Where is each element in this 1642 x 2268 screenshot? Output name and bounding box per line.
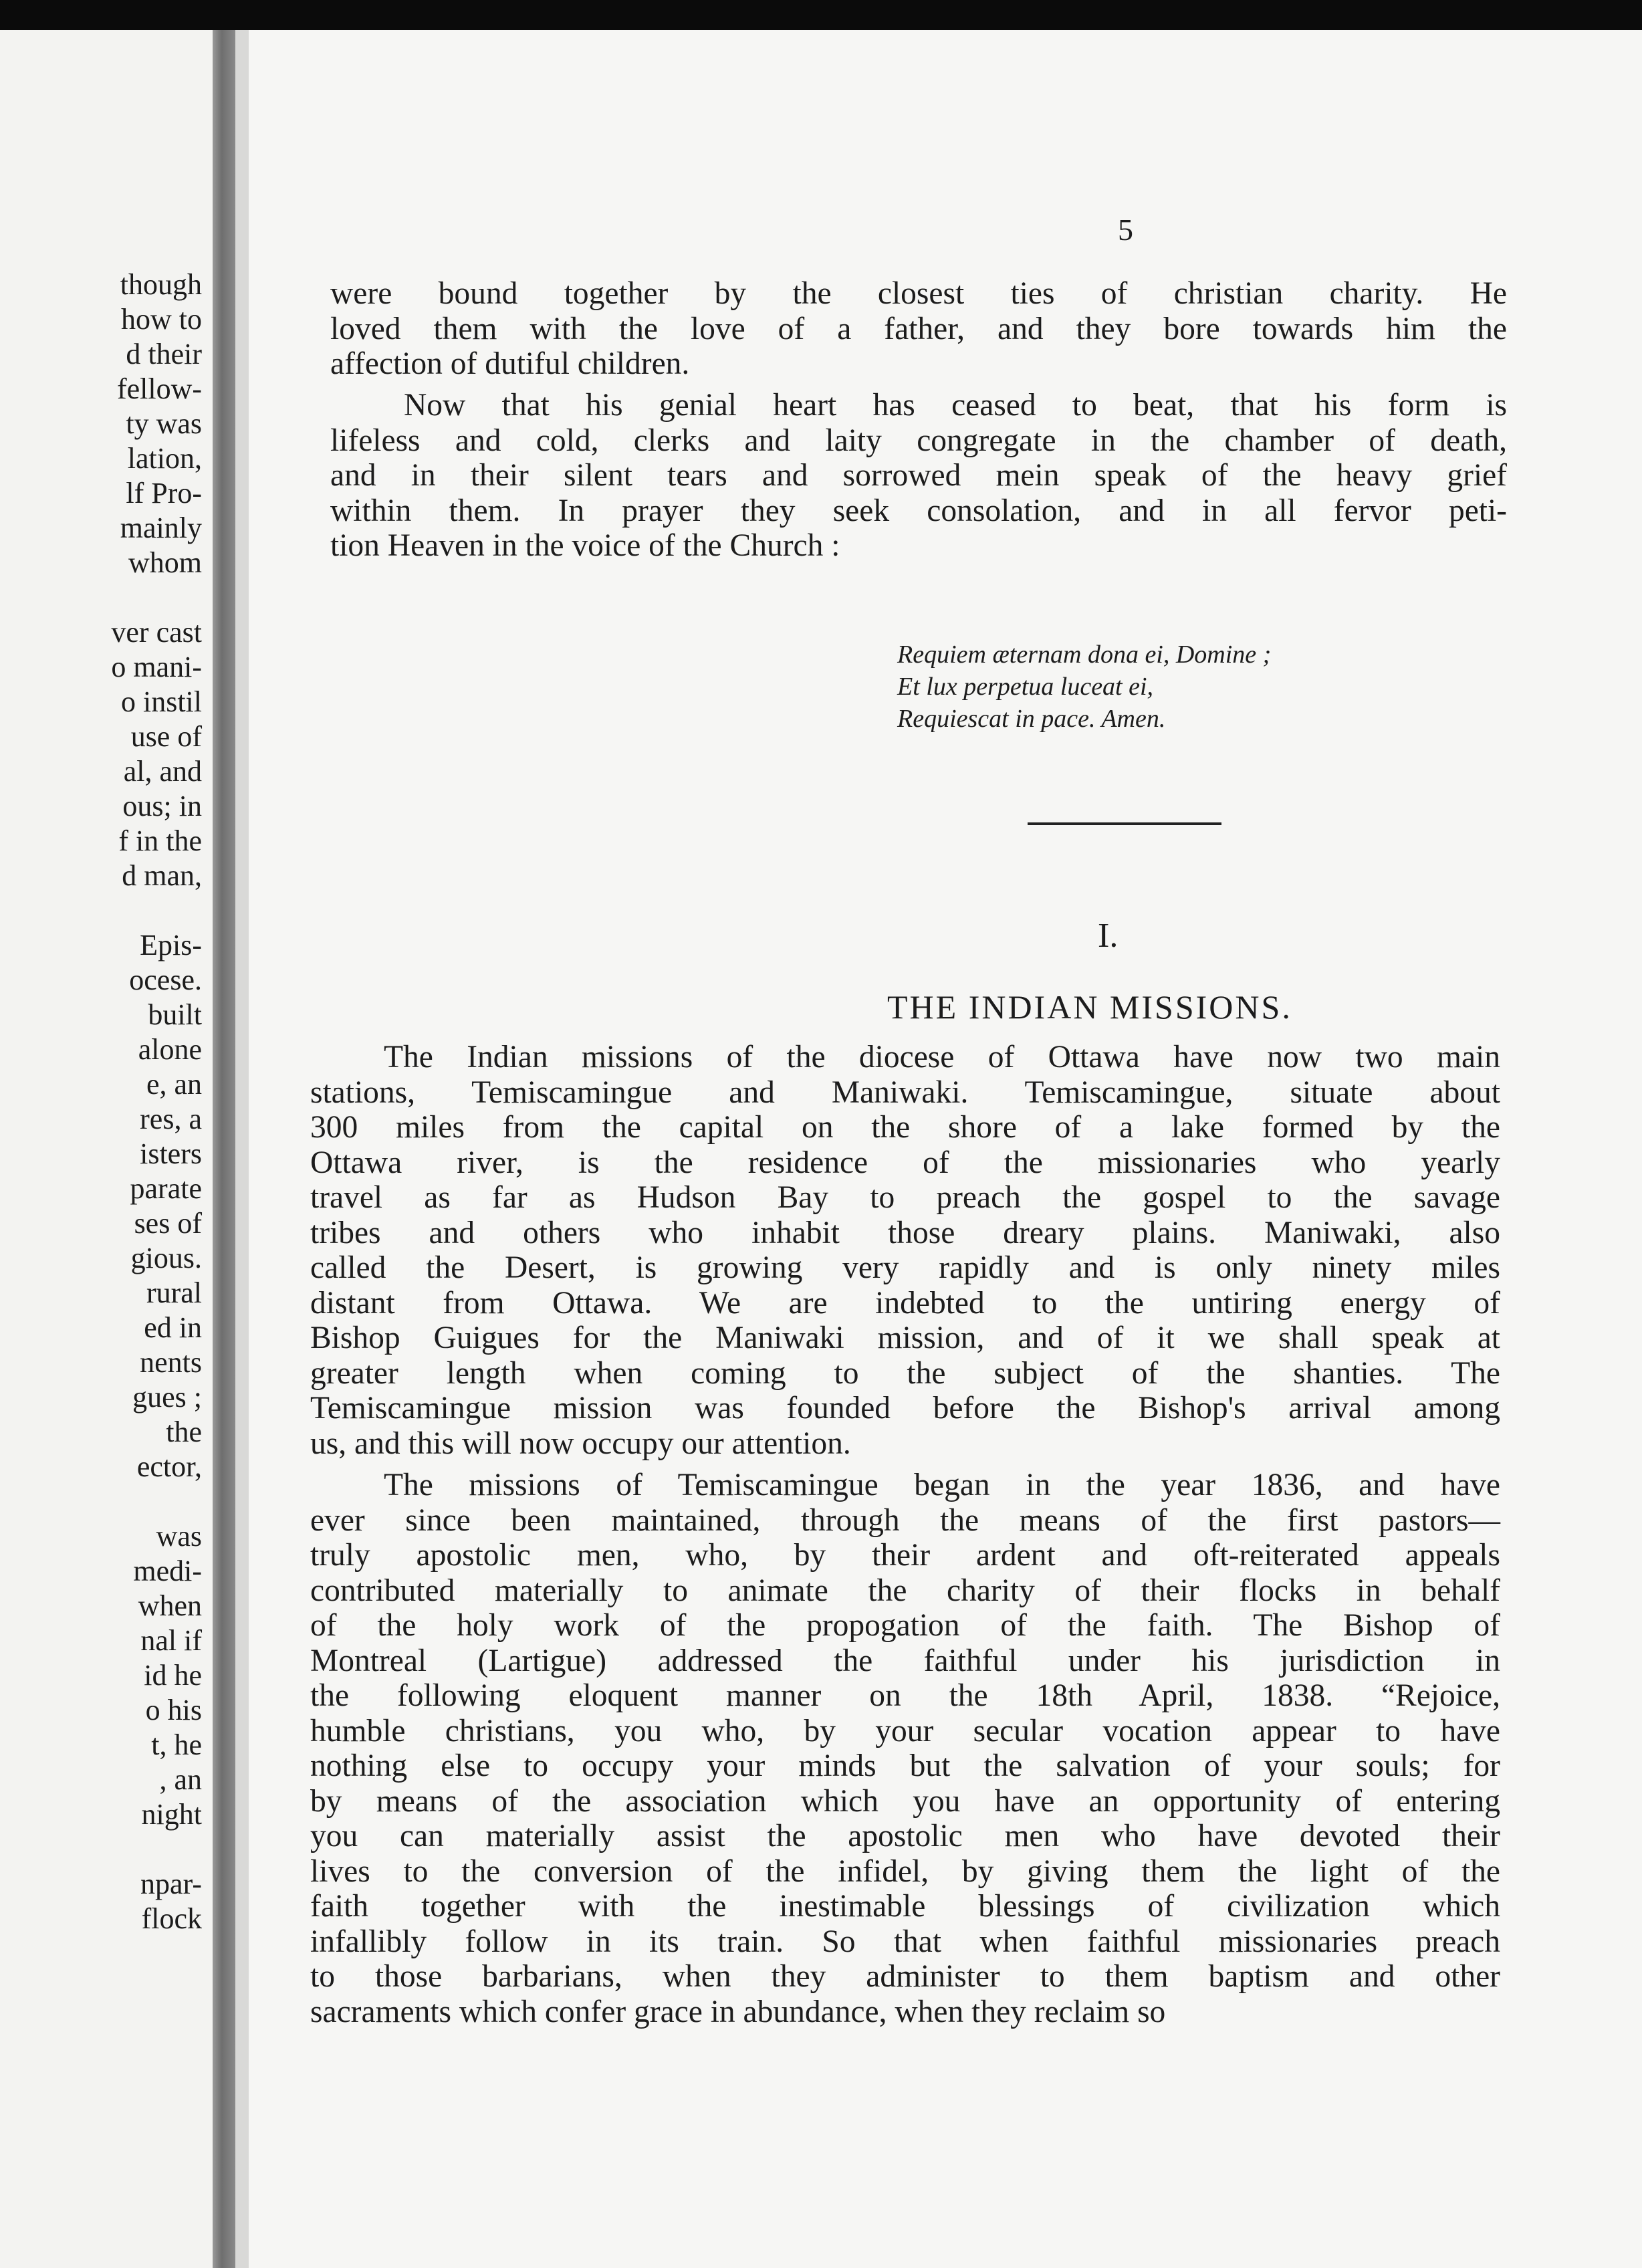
text-line: us, and this will now occupy our attention. xyxy=(310,1426,851,1461)
left-page-line: nal if xyxy=(140,1624,202,1657)
text-line: infallibly follow in its train. So that when faithful missionaries preach xyxy=(310,1924,1500,1959)
text-line: loved them with the love of a father, and they bore towards him the xyxy=(330,311,1507,346)
left-page-line: ector, xyxy=(136,1450,202,1483)
text-line: The missions of Temiscamingue began in the year 1836, and have xyxy=(384,1468,1500,1502)
text-line: of the holy work of the propogation of the faith. The Bishop of xyxy=(310,1608,1500,1643)
text-line: stations, Temiscamingue and Maniwaki. Temiscamingue, situate about xyxy=(310,1074,1500,1110)
left-page-line: o his xyxy=(145,1694,202,1726)
left-page-line: ver cast xyxy=(111,616,202,649)
text-line: affection of dutiful children. xyxy=(330,346,690,381)
text-line: Montreal (Lartigue) addressed the faithful under his jurisdiction in xyxy=(310,1643,1500,1678)
left-page-line: e, an xyxy=(146,1068,202,1101)
text-line: Ottawa river, is the residence of the missionaries who yearly xyxy=(310,1145,1500,1180)
text-line: Now that his genial heart has ceased to beat, that his form is xyxy=(404,388,1507,423)
left-page-line: when xyxy=(138,1589,202,1622)
text-line: faith together with the inestimable blessings of civilization which xyxy=(310,1889,1500,1924)
book-gutter xyxy=(213,30,235,2268)
paragraph-4 xyxy=(310,1468,1500,2029)
left-page-line: ty was xyxy=(126,407,202,440)
paragraph-3 xyxy=(310,1040,1500,1461)
left-page-line: t, he xyxy=(151,1728,202,1761)
text-line: contributed materially to animate the charity of their flocks in behalf xyxy=(310,1573,1500,1608)
left-page-line: Epis- xyxy=(140,929,202,961)
text-line: by means of the association which you have an opportunity of entering xyxy=(310,1783,1500,1819)
section-divider xyxy=(1028,822,1221,825)
left-page-line: d man, xyxy=(122,859,202,892)
left-page-line: res, a xyxy=(140,1103,202,1135)
text-line: humble christians, you who, by your secular vocation appear to have xyxy=(310,1713,1500,1748)
left-page-line: lf Pro- xyxy=(126,477,202,509)
left-page-line: night xyxy=(141,1798,202,1831)
text-line: sacraments which confer grace in abundance, when they reclaim so xyxy=(310,1994,1166,2029)
text-line: called the Desert, is growing very rapidly and is only ninety miles xyxy=(310,1250,1500,1285)
prayer-line: Requiem æternam dona ei, Domine ; xyxy=(897,641,1272,669)
paragraph-1 xyxy=(330,276,1507,382)
text-line: lifeless and cold, clerks and laity congregate in the chamber of death, xyxy=(330,423,1507,458)
left-page-line: whom xyxy=(128,546,202,579)
left-page-fragment xyxy=(0,30,213,2268)
left-page-line: ous; in xyxy=(122,790,202,822)
text-line: within them. In prayer they seek consolation, and in all fervor peti- xyxy=(330,493,1507,528)
section-numeral: I. xyxy=(1098,917,1119,955)
text-line: the following eloquent manner on the 18th April, 1838. “Rejoice, xyxy=(310,1678,1500,1713)
left-page-line: nents xyxy=(140,1346,202,1379)
left-page-line: gious. xyxy=(130,1242,202,1274)
left-page-line: ocese. xyxy=(129,963,202,996)
page-number: 5 xyxy=(1118,213,1133,247)
gutter-edge xyxy=(235,30,249,2268)
text-line: you can materially assist the apostolic men who have devoted their xyxy=(310,1819,1500,1853)
left-page-line: o instil xyxy=(120,685,202,718)
left-page-line: use of xyxy=(130,720,202,753)
text-line: truly apostolic men, who, by their ardent and oft-reiterated appeals xyxy=(310,1538,1500,1573)
left-page-line: medi- xyxy=(133,1555,202,1587)
left-page-line: isters xyxy=(140,1137,202,1170)
text-line: lives to the conversion of the infidel, by giving them the light of the xyxy=(310,1853,1500,1889)
left-page-line: o mani- xyxy=(111,651,202,683)
left-page-line: parate xyxy=(130,1172,202,1205)
left-page-line: built xyxy=(148,998,202,1031)
text-line: distant from Ottawa. We are indebted to the untiring energy of xyxy=(310,1285,1500,1321)
left-page-line: how to xyxy=(121,303,202,336)
text-line: and in their silent tears and sorrowed mein speak of the heavy grief xyxy=(330,458,1507,493)
left-page-line: was xyxy=(156,1520,202,1553)
text-line: Bishop Guigues for the Maniwaki mission, and of it we shall speak at xyxy=(310,1321,1500,1355)
left-page-line: mainly xyxy=(120,512,202,544)
section-title: THE INDIAN MISSIONS. xyxy=(887,988,1292,1026)
prayer-line: Et lux perpetua luceat ei, xyxy=(897,673,1154,701)
left-page-line: gues ; xyxy=(132,1381,202,1413)
left-page-line: flock xyxy=(141,1902,202,1935)
text-line: nothing else to occupy your minds but the salvation of your souls; for xyxy=(310,1748,1500,1783)
left-page-line: ses of xyxy=(134,1207,202,1240)
left-page-line: id he xyxy=(144,1659,202,1692)
left-page-line: al, and xyxy=(123,755,202,788)
right-page xyxy=(249,30,1642,2268)
prayer-verse xyxy=(897,639,1271,735)
left-page-line: though xyxy=(120,268,202,301)
text-line: to those barbarians, when they administer to them baptism and other xyxy=(310,1959,1500,1994)
text-line: tribes and others who inhabit those dreary plains. Maniwaki, also xyxy=(310,1215,1500,1250)
left-page-line: d their xyxy=(126,338,202,370)
left-page-line: rural xyxy=(146,1276,202,1309)
text-line: 300 miles from the capital on the shore of a lake formed by the xyxy=(310,1110,1500,1145)
text-line: The Indian missions of the diocese of Ottawa have now two main xyxy=(384,1040,1500,1074)
left-page-line: ed in xyxy=(144,1311,202,1344)
left-page-line: fellow- xyxy=(116,372,202,405)
left-page-line: , an xyxy=(159,1763,202,1796)
text-line: travel as far as Hudson Bay to preach the gospel to the savage xyxy=(310,1180,1500,1215)
text-line: were bound together by the closest ties of christian charity. He xyxy=(330,276,1507,311)
text-line: ever since been maintained, through the means of the first pastors— xyxy=(310,1502,1500,1538)
left-page-line: alone xyxy=(138,1033,202,1066)
text-line: greater length when coming to the subject of the shanties. The xyxy=(310,1355,1500,1391)
left-page-line: f in the xyxy=(118,824,202,857)
paragraph-2 xyxy=(330,388,1507,564)
left-page-line: npar- xyxy=(140,1867,202,1900)
text-line: tion Heaven in the voice of the Church : xyxy=(330,528,840,563)
left-page-line: the xyxy=(166,1415,202,1448)
text-line: Temiscamingue mission was founded before the Bishop's arrival among xyxy=(310,1391,1500,1426)
left-page-line: lation, xyxy=(127,442,202,475)
prayer-line: Requiescat in pace. Amen. xyxy=(897,705,1166,733)
